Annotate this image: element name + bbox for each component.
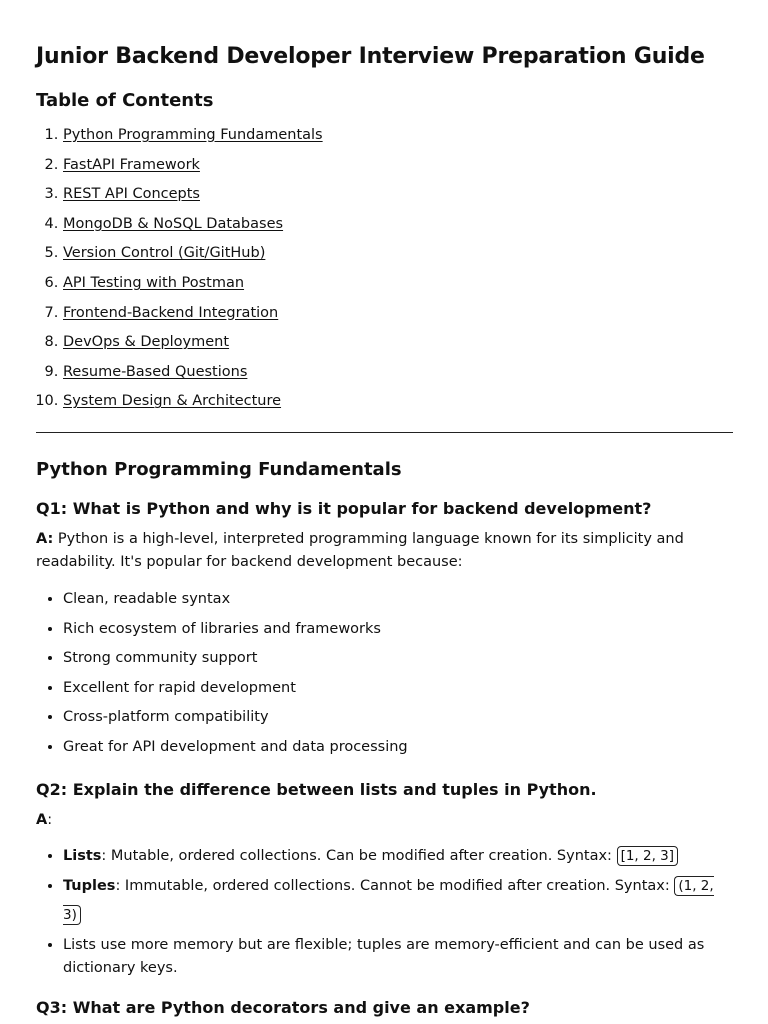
answer-2 [36,809,733,833]
toc-link-rest-api[interactable]: REST API Concepts [63,186,200,203]
toc-item [63,239,733,269]
lists-description: : Mutable, ordered collections. Can be modified after creation. Syntax: [101,848,617,864]
list-item [63,872,733,931]
toc-link-postman[interactable]: API Testing with Postman [63,274,245,291]
toc-item [63,387,733,417]
question-2: Q2: Explain the difference between lists and tuples in Python. [36,779,597,799]
list-item: • Rich ecosystem of libraries and frameworks [63,615,733,645]
list-item [63,842,733,872]
toc-item [63,121,733,151]
answer-1-list [36,585,733,763]
list-item: • Clean, readable syntax [63,585,733,615]
toc-heading: Table of Contents [36,90,214,111]
list-item: • Great for API development and data processing [63,733,733,763]
toc-link-devops[interactable]: DevOps & Deployment [63,334,230,351]
question-1: Q1: What is Python and why is it popular for backend development? [36,498,652,518]
answer-label: A [36,811,48,828]
toc-item [63,151,733,181]
answer-1-text: Python is a high-level, interpreted programming language known for its simplicity and readability. It's popular for backend development because: [36,530,684,571]
list-item: • Excellent for rapid development [63,674,733,704]
lists-code-sample: [1, 2, 3] [617,846,678,866]
toc-item [63,180,733,210]
toc-link-system-design[interactable]: System Design & Architecture [63,393,282,410]
toc-link-resume[interactable]: Resume-Based Questions [63,363,248,380]
toc-item [63,328,733,358]
answer-2-colon: : [47,811,53,828]
section-heading: Python Programming Fundamentals [36,458,402,480]
list-item: • Lists use more memory but are flexible; tuples are memory-efficient and can be used as dictionary keys. [63,931,733,981]
toc-item [63,358,733,388]
answer-2-list [36,842,733,981]
term-tuples: Tuples [63,877,116,894]
tuples-code-sample: (1, 2, 3) [63,877,714,924]
toc-link-integration[interactable]: Frontend-Backend Integration [63,304,279,321]
tuples-description: : Immutable, ordered collections. Cannot be modified after creation. Syntax: [115,877,675,894]
toc-item [63,269,733,299]
toc-link-fastapi[interactable]: FastAPI Framework [63,156,200,173]
list-item: • Cross-platform compatibility [63,703,733,733]
toc-item [63,210,733,240]
page-title: Junior Backend Developer Interview Preparation Guide [36,44,705,69]
toc-link-version-control[interactable]: Version Control (Git/GitHub) [63,245,266,262]
toc-link-mongodb[interactable]: MongoDB & NoSQL Databases [63,215,284,232]
answer-1 [36,528,733,575]
toc-link-python[interactable]: Python Programming Fundamentals [63,127,323,143]
list-item: • Strong community support [63,644,733,674]
answer-label: A: [36,530,54,547]
table-of-contents [36,121,733,417]
question-3: Q3: What are Python decorators and give an example? [36,997,530,1017]
section-divider [36,432,733,433]
toc-item [63,299,733,329]
term-lists: Lists [63,848,102,864]
